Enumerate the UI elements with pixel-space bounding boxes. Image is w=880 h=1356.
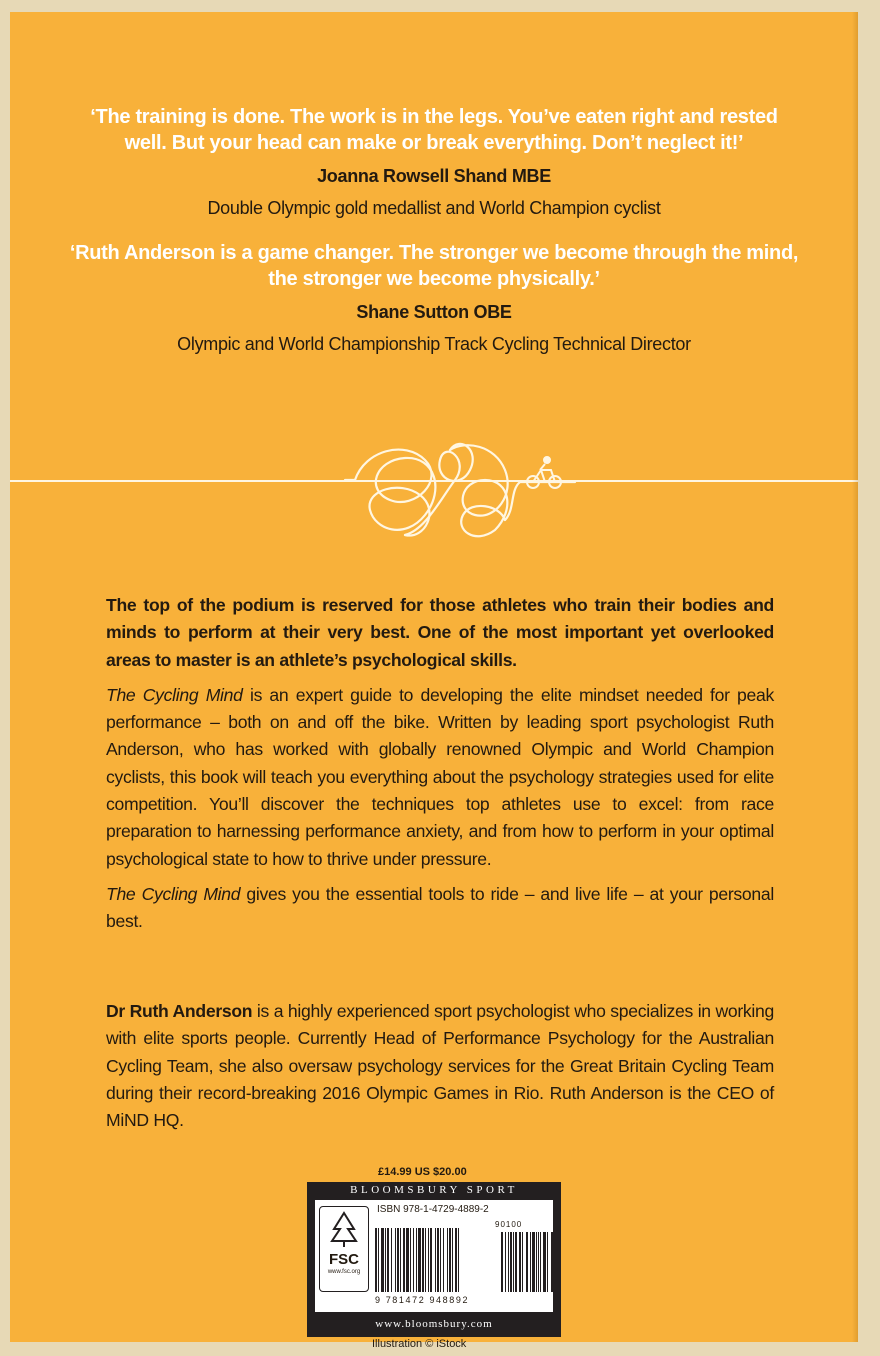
publisher-name: BLOOMSBURY SPORT (350, 1184, 518, 1196)
barcode-panel (307, 1182, 561, 1337)
barcode-bar (428, 1228, 429, 1292)
barcode-bar (387, 1228, 389, 1292)
blurb (106, 592, 774, 944)
barcode-bar (400, 1228, 401, 1292)
barcode-bar (440, 1228, 441, 1292)
barcode-bar (435, 1228, 436, 1292)
barcode-bar (430, 1228, 432, 1292)
barcode-bar (395, 1228, 396, 1292)
quote-2-author: Shane Sutton OBE (356, 302, 512, 322)
barcode-bar (413, 1228, 414, 1292)
barcode-bar (410, 1228, 411, 1292)
quote-1-role: Double Olympic gold medallist and World Champion cyclist (207, 198, 661, 218)
quote-1-author: Joanna Rowsell Shand MBE (317, 166, 551, 186)
barcode-bar (447, 1228, 448, 1292)
barcode-bar (437, 1228, 439, 1292)
barcode-addon-bar (508, 1232, 509, 1292)
barcode-addon-bar (505, 1232, 506, 1292)
quote-2 (10, 240, 858, 356)
quote-1 (10, 104, 858, 220)
scribble-line-icon (345, 420, 575, 550)
barcode-addon-bar (522, 1232, 523, 1292)
barcode-bar (425, 1228, 426, 1292)
barcode-bar (381, 1228, 384, 1292)
barcode-bar (418, 1228, 421, 1292)
blurb-paragraph-2: The Cycling Mind is an expert guide to developing the elite mindset needed for peak performance – both on and off the bike. Written by leading sport psychologist Ruth Anderson, who has worked with globally renowned Olympic and World Champion cyclists, this book will teach you everything about the psychology strategies used for elite competition. You’ll discover the techniques top athletes use to excel: from race preparation to harnessing performance anxiety, and from how to perform in your optimal psychological state to how to thrive under pressure. (106, 684, 774, 869)
book-title: The Cycling Mind (106, 883, 241, 904)
barcode-bar (452, 1228, 453, 1292)
barcode-bar (391, 1228, 392, 1292)
website: www.bloomsbury.com (375, 1318, 493, 1330)
fsc-url: www.fsc.org (327, 1269, 361, 1275)
price: £14.99 US $20.00 (378, 1166, 467, 1178)
barcode-addon-bar (551, 1232, 553, 1292)
quote-2-role: Olympic and World Championship Track Cycling Technical Director (177, 334, 691, 354)
barcode-addon-bar (515, 1232, 517, 1292)
author-bio: Dr Ruth Anderson is a highly experienced sport psychologist who specializes in working with elite sports people. Currently Head of Performance Psychology for the Australian Cycling Team, she also oversaw psychology services for the Great Britain Cycling Team during their record-breaking 2016 Olympic Games in Rio. Ruth Anderson is the CEO of MiND HQ. (106, 1001, 774, 1131)
barcode-addon-bar (540, 1232, 541, 1292)
barcode-addon-bar (501, 1232, 503, 1292)
barcode-bar (385, 1228, 386, 1292)
barcode-addon-bar (510, 1232, 512, 1292)
barcode-addon-bar (526, 1232, 528, 1292)
barcode-bar (397, 1228, 399, 1292)
fsc-logo (319, 1206, 369, 1292)
blurb-lead: The top of the podium is reserved for those athletes who train their bodies and minds to perform at their very best. One of the most important yet overlooked areas to master is an athlete’s psychological skills. (106, 595, 774, 670)
barcode-bar (443, 1228, 444, 1292)
barcode-addon-number: 90100 (495, 1220, 523, 1229)
back-cover (10, 12, 858, 1350)
book-title: The Cycling Mind (106, 684, 243, 705)
ean-number: 9 781472 948892 (375, 1295, 470, 1305)
barcode-addon-bar (530, 1232, 531, 1292)
barcode-addon-bar (543, 1232, 546, 1292)
barcode-bar (416, 1228, 417, 1292)
barcode-addon-bar (513, 1232, 514, 1292)
barcode-area (315, 1200, 553, 1312)
barcode-bar (455, 1228, 457, 1292)
barcode (375, 1228, 555, 1302)
fsc-label: FSC (329, 1251, 359, 1268)
barcode-addon-bar (519, 1232, 521, 1292)
fsc-tree-icon (320, 1207, 368, 1251)
isbn: ISBN 978-1-4729-4889-2 (377, 1204, 489, 1215)
quote-1-text: ‘The training is done. The work is in the legs. You’ve eaten right and rested well. But your head can make or break everything. Don’t neglect it!’ (90, 106, 778, 154)
cyclist-icon (527, 457, 561, 488)
quote-2-text: ‘Ruth Anderson is a game changer. The stronger we become through the mind, the stronger we become physically.’ (69, 242, 799, 290)
barcode-addon-bar (536, 1232, 537, 1292)
blurb-paragraph-3: The Cycling Mind gives you the essential tools to ride – and live life – at your personal best. (106, 883, 774, 932)
barcode-bar (406, 1228, 409, 1292)
barcode-bar (458, 1228, 459, 1292)
illustration-credit: Illustration © iStock (372, 1338, 467, 1350)
barcode-bar (422, 1228, 424, 1292)
barcode-bar (403, 1228, 405, 1292)
barcode-bar (378, 1228, 379, 1292)
author-name: Dr Ruth Anderson (106, 1001, 253, 1021)
barcode-addon-bar (532, 1232, 535, 1292)
barcode-addon-bar (538, 1232, 539, 1292)
barcode-addon-bar (547, 1232, 548, 1292)
barcode-bar (375, 1228, 377, 1292)
barcode-bar (449, 1228, 451, 1292)
